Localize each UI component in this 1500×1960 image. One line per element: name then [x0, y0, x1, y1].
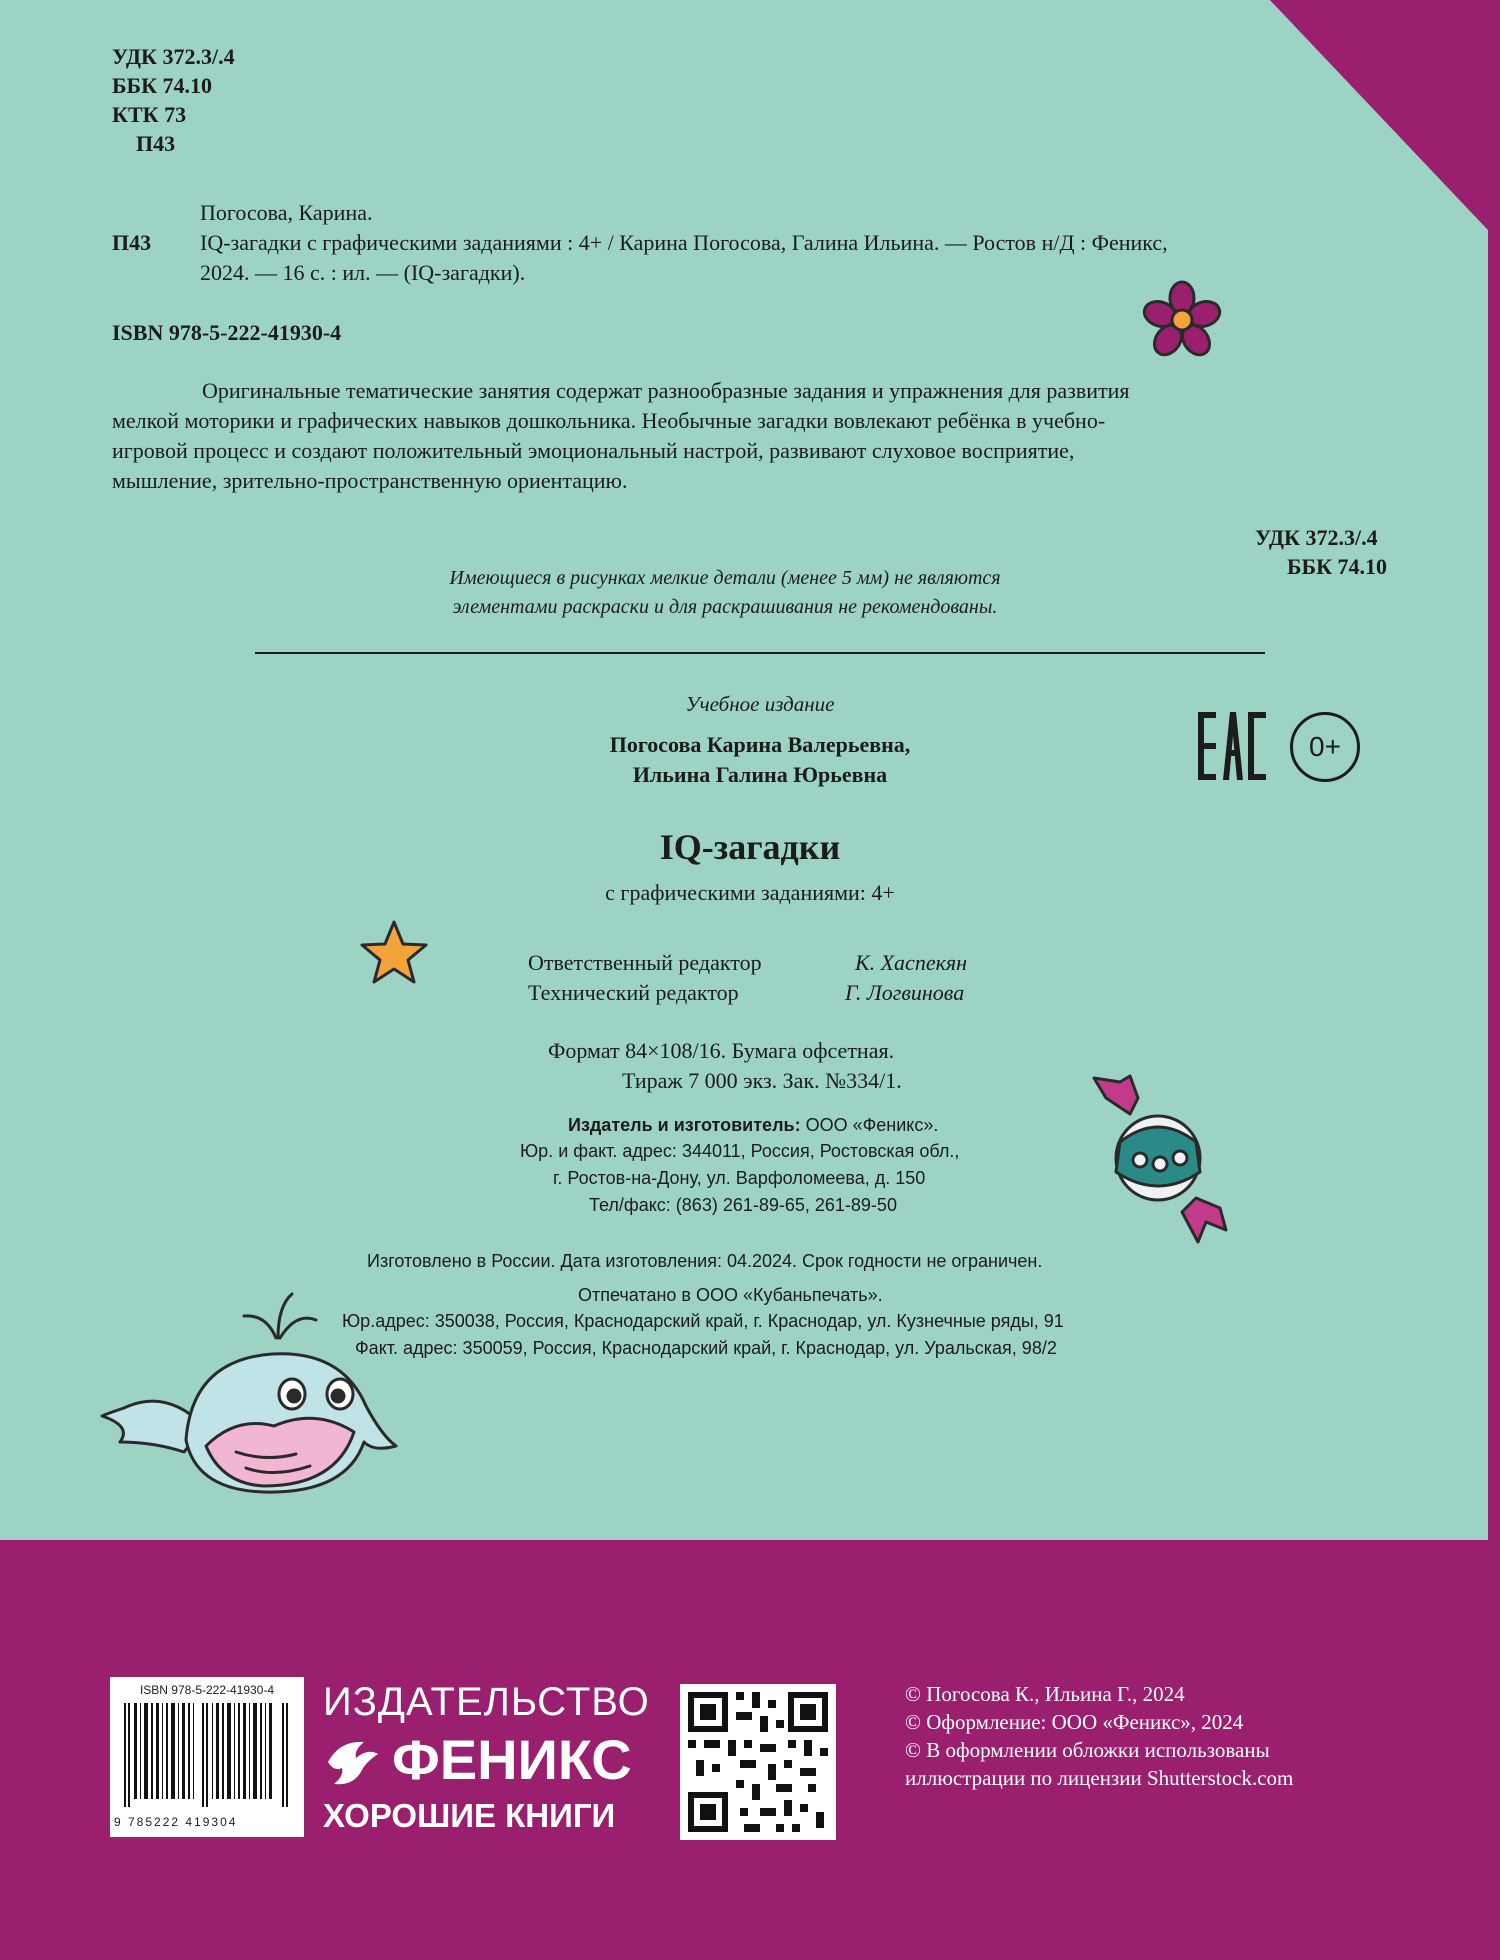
printer-name: Отпечатано в ООО «Кубаньпечать». — [578, 1285, 883, 1305]
barcode — [110, 1677, 304, 1837]
copyright-line: иллюстрации по лицензии Shutterstock.com — [905, 1766, 1294, 1790]
classification-block — [112, 42, 235, 158]
copyright-line: © Оформление: ООО «Феникс», 2024 — [905, 1710, 1244, 1734]
barcode-isbn: ISBN 978-5-222-41930-4 — [139, 1683, 275, 1697]
format-line: Формат 84×108/16. Бумага офсетная. — [548, 1038, 895, 1063]
annotation — [112, 376, 1372, 496]
author-sign: П43 — [136, 131, 176, 156]
editor-name: К. Хаспекян — [855, 950, 968, 975]
annotation-line: мышление, зрительно-пространственную ориентацию. — [112, 468, 628, 493]
authors-full — [500, 730, 1020, 790]
copyright-block — [905, 1680, 1293, 1792]
print-run-line: Тираж 7 000 экз. Зак. №334/1. — [622, 1068, 902, 1093]
annotation-line: игровой процесс и создают положительный эмоциональный настрой, развивают слуховое восприятие, — [112, 438, 1075, 463]
biblio-line1: IQ-загадки с графическими заданиями : 4+ / Карина Погосова, Галина Ильина. — Ростов н/Д : Феникс, — [200, 230, 1168, 255]
udk-right-block — [1255, 523, 1387, 581]
bbk-right: ББК 74.10 — [1287, 554, 1388, 579]
editor-name: Г. Логвинова — [845, 980, 965, 1005]
annotation-line: мелкой моторики и графических навыков дошкольника. Необычные загадки вовлекают ребёнка в учебно- — [112, 408, 1106, 433]
publisher-address: Юр. и факт. адрес: 344011, Россия, Ростовская обл., — [520, 1141, 960, 1161]
copyright-line: © В оформлении обложки использованы — [905, 1738, 1270, 1762]
publisher-line — [568, 1112, 938, 1139]
publisher-logo-line1: ИЗДАТЕЛЬСТВО — [323, 1680, 650, 1724]
made-in-line: Изготовлено в России. Дата изготовления: 04.2024. Срок годности не ограничен. — [367, 1251, 1043, 1271]
biblio-author: Погосова, Карина. — [200, 200, 373, 225]
edition-type: Учебное издание — [685, 692, 835, 716]
qr-code-icon — [680, 1684, 836, 1840]
warning-line: Имеющиеся в рисунках мелкие детали (менее 5 мм) не являются — [449, 567, 1001, 589]
publisher-label: Издатель и изготовитель: — [568, 1115, 801, 1135]
eac-mark-icon — [1196, 710, 1268, 782]
author-full-name: Ильина Галина Юрьевна — [632, 762, 888, 787]
flower-icon — [1142, 280, 1222, 360]
publisher-address: г. Ростов-на-Дону, ул. Варфоломеева, д. 150 — [553, 1168, 926, 1188]
printer-legal-address: Юр.адрес: 350038, Россия, Краснодарский край, г. Краснодар, ул. Кузнечные ряды, 91 — [342, 1311, 1064, 1331]
publisher-logo-line3: ХОРОШИЕ КНИГИ — [323, 1797, 616, 1834]
star-icon — [358, 918, 430, 986]
barcode-digits: 9 785222 419304 — [114, 1815, 238, 1829]
publisher-name: ООО «Феникс». — [800, 1115, 939, 1135]
separator-line — [255, 652, 1265, 654]
annotation-line: Оригинальные тематические занятия содержат разнообразные задания и упражнения для развития — [202, 378, 1130, 403]
ktk-code: КТК 73 — [112, 102, 187, 127]
author-full-name: Погосова Карина Валерьевна, — [609, 732, 911, 757]
publisher-logo-line2: ФЕНИКС — [392, 1728, 632, 1791]
barcode-bars-icon — [110, 1699, 304, 1809]
udk-right: УДК 372.3/.4 — [1255, 525, 1378, 550]
udk-code: УДК 372.3/.4 — [112, 44, 235, 69]
warning-line: элементами раскраски и для раскрашивания не рекомендованы. — [452, 596, 998, 618]
book-subtitle: с графическими заданиями: 4+ — [605, 880, 895, 905]
printer-actual-address: Факт. адрес: 350059, Россия, Краснодарский край, г. Краснодар, ул. Уральская, 98/2 — [355, 1338, 1057, 1358]
copyright-line: © Погосова К., Ильина Г., 2024 — [905, 1682, 1185, 1706]
biblio-line2: 2024. — 16 с. : ил. — (IQ-загадки). — [200, 260, 526, 285]
age-rating-badge: 0+ — [1290, 712, 1360, 782]
publisher-phone: Тел/факс: (863) 261-89-65, 261-89-50 — [589, 1195, 897, 1215]
editor-role: Технический редактор — [528, 980, 739, 1005]
biblio-code: П43 — [112, 230, 152, 255]
isbn-line: ISBN 978-5-222-41930-4 — [112, 320, 342, 345]
whale-icon — [96, 1276, 416, 1510]
bbk-code: ББК 74.10 — [112, 73, 213, 98]
small-parts-warning — [300, 564, 1150, 622]
book-title: IQ-загадки — [659, 827, 841, 867]
candy-icon — [1086, 1072, 1230, 1252]
editor-role: Ответственный редактор — [528, 950, 762, 975]
phoenix-logo-icon — [324, 1736, 380, 1793]
qr-code[interactable] — [680, 1684, 836, 1840]
